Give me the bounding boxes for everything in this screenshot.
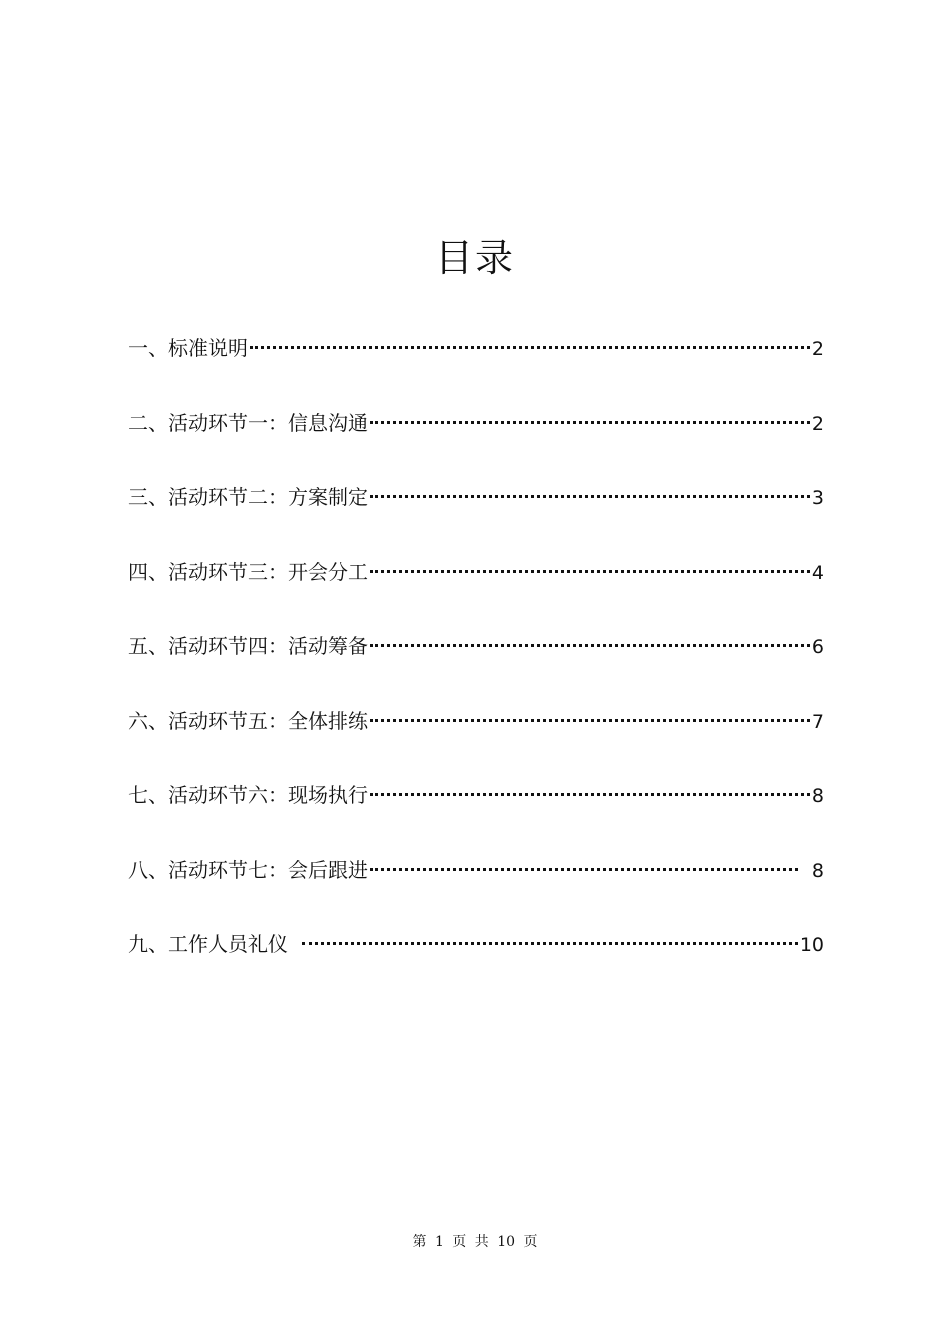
toc-page-number: 8 xyxy=(811,785,824,807)
toc-entry-text: 八、活动环节七：会后跟进 xyxy=(128,857,368,882)
toc-entry-text: 七、活动环节六：现场执行 xyxy=(128,783,368,807)
toc-entry[interactable] xyxy=(128,777,824,852)
toc-dot-leader xyxy=(370,570,810,573)
toc-entry[interactable] xyxy=(128,405,824,480)
toc-entry-text: 二、活动环节一：信息沟通 xyxy=(128,410,368,435)
toc-dot-leader xyxy=(370,495,810,498)
toc-entry[interactable] xyxy=(128,926,824,1001)
toc-entry[interactable] xyxy=(128,330,824,405)
toc-page-number: 2 xyxy=(811,412,824,435)
table-of-contents xyxy=(128,330,824,1001)
toc-entry[interactable] xyxy=(128,703,824,778)
toc-entry-text: 五、活动环节四：活动筹备 xyxy=(128,634,368,658)
toc-entry-text: 三、活动环节二：方案制定 xyxy=(128,485,368,509)
toc-entry[interactable] xyxy=(128,852,824,927)
toc-page-number: 10 xyxy=(799,934,824,956)
toc-page-number: 3 xyxy=(811,487,824,509)
toc-dot-leader xyxy=(302,942,798,945)
toc-dot-leader xyxy=(250,346,810,349)
toc-entry-text: 四、活动环节三：开会分工 xyxy=(128,559,368,584)
toc-title: 目录 xyxy=(434,236,515,281)
toc-page-number: 4 xyxy=(811,561,824,584)
toc-dot-leader xyxy=(370,421,810,424)
toc-entry-text: 一、标准说明 xyxy=(128,336,248,360)
toc-page-number: 8 xyxy=(811,859,824,882)
toc-page-number: 6 xyxy=(811,636,824,658)
page-footer: 第 1 页 共 10 页 xyxy=(412,1234,538,1250)
toc-entry-text: 九、工作人员礼仪 xyxy=(128,932,288,956)
toc-page-number: 7 xyxy=(811,710,824,733)
toc-entry[interactable] xyxy=(128,628,824,703)
toc-dot-leader xyxy=(370,719,810,722)
toc-page-number: 2 xyxy=(811,338,824,360)
toc-entry-text: 六、活动环节五：全体排练 xyxy=(128,708,368,733)
toc-dot-leader xyxy=(370,644,810,647)
toc-entry[interactable] xyxy=(128,479,824,554)
toc-dot-leader xyxy=(370,793,810,796)
toc-entry[interactable] xyxy=(128,554,824,629)
toc-dot-leader xyxy=(370,868,798,871)
